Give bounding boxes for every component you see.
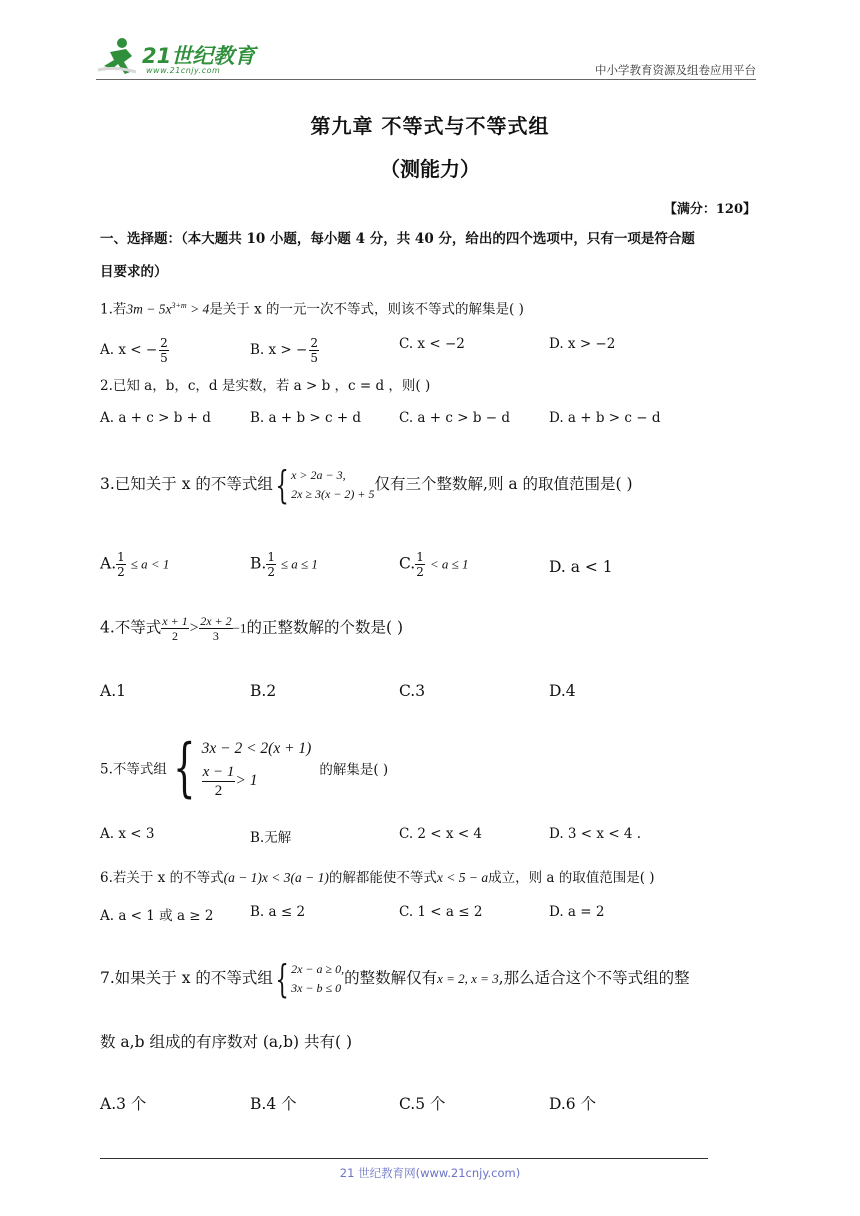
page-title: 第九章 不等式与不等式组 <box>310 114 550 138</box>
question-5-stem <box>100 730 389 805</box>
q3-system-line2: 2x ≥ 3(x − 2) + 5 <box>291 487 375 501</box>
q1-prefix: 1.若 <box>100 301 127 318</box>
frac-den: 2 <box>117 565 125 579</box>
q3-fraction-b <box>266 550 276 579</box>
q4-option-d: D.4 <box>549 682 576 700</box>
q1-fraction-b <box>309 336 319 365</box>
q4-option-c: C.3 <box>399 682 426 700</box>
question-5-options <box>100 826 740 848</box>
q1-sup: 3+m <box>171 301 187 310</box>
q5-line2-tail: > 1 <box>235 772 258 790</box>
q3-option-c-text: < a ≤ 1 <box>429 556 469 572</box>
question-2-options <box>100 410 720 432</box>
q3-option-b-text: ≤ a ≤ 1 <box>280 556 318 572</box>
question-2-stem: 2.已知 a，b，c，d 是实数，若 a > b ，c = d ，则( ) <box>100 378 431 394</box>
q5-brace: { <box>173 730 196 805</box>
q6-math2: x < 5 − a <box>436 870 489 885</box>
q1-option-a <box>100 336 169 365</box>
frac-den: 5 <box>310 351 318 365</box>
frac-den: 2 <box>416 565 424 579</box>
q7-option-a: A.3 个 <box>100 1095 147 1113</box>
q3-option-a <box>100 550 169 579</box>
footer-link[interactable]: 21 世纪教育网(www.21cnjy.com) <box>339 1166 521 1180</box>
q5-system-line1: 3x − 2 < 2(x + 1) <box>201 740 312 757</box>
q5-fraction <box>202 763 236 800</box>
q1-option-d: D. x > −2 <box>549 336 616 352</box>
question-7-stem <box>100 957 690 1001</box>
frac-num: x + 1 <box>162 614 188 628</box>
q2-option-b: B. a + b > c + d <box>250 410 362 426</box>
q5-option-c: C. 2 < x < 4 <box>399 826 483 842</box>
frac-den: 5 <box>160 351 168 365</box>
frac-den: 2 <box>267 565 275 579</box>
question-1-stem <box>100 296 756 320</box>
brand-logo <box>96 36 266 80</box>
q3-prefix: 3.已知关于 x 的不等式组 <box>100 475 273 493</box>
q5-suffix: 的解集是( ) <box>319 761 389 778</box>
question-6-stem <box>100 868 756 888</box>
q4-option-b: B.2 <box>250 682 277 700</box>
q7-option-d: D.6 个 <box>549 1095 597 1113</box>
footer-divider <box>100 1158 708 1159</box>
q6-option-b: B. a ≤ 2 <box>250 904 306 920</box>
q7-math: x = 2, x = 3 <box>437 971 499 986</box>
frac-den: 3 <box>212 629 219 643</box>
q2-option-c: C. a + c > b − d <box>399 410 511 426</box>
q7-system-line1: 2x − a ≥ 0, <box>291 962 345 976</box>
q3-fraction-a <box>116 550 126 579</box>
q5-prefix: 5.不等式组 <box>100 761 167 778</box>
frac-num: 2 <box>310 336 318 350</box>
q4-suffix: 的正整数解的个数是( ) <box>246 618 404 637</box>
q7-option-b: B.4 个 <box>250 1095 297 1113</box>
q4-option-a: A.1 <box>100 682 126 700</box>
q1-option-b <box>250 336 319 365</box>
q6-option-c: C. 1 < a ≤ 2 <box>399 904 483 920</box>
question-4-stem <box>100 614 403 643</box>
q4-gt: > <box>188 619 200 637</box>
question-6-options <box>100 904 720 926</box>
frac-num: x − 1 <box>202 764 235 780</box>
frac-num: 2 <box>160 336 168 350</box>
q1-option-c: C. x < −2 <box>399 336 465 352</box>
q1-math2: > 4 <box>186 301 210 317</box>
section-heading: 一、选择题：（本大题共 10 小题，每小题 4 分，共 40 分，给出的四个选项中，只有一项是符合题 <box>100 231 695 247</box>
q3-option-a-label: A. <box>100 554 117 573</box>
q5-option-d: D. 3 < x < 4 . <box>549 826 642 842</box>
q3-system-line1: x > 2a − 3, <box>291 468 346 482</box>
frac-num: 1 <box>117 550 125 564</box>
q7-option-c: C.5 个 <box>399 1095 446 1113</box>
q6-suffix: 成立，则 a 的取值范围是( ) <box>488 870 655 886</box>
q7-suffix: ,那么适合这个不等式组的整 <box>498 969 690 987</box>
q3-option-b-label: B. <box>250 554 267 573</box>
frac-num: 1 <box>416 550 424 564</box>
q5-system <box>202 735 312 800</box>
question-1-options <box>100 326 720 366</box>
q6-option-a: A. a < 1 或 a ≥ 2 <box>100 908 214 924</box>
q2-option-d: D. a + b > c − d <box>549 410 661 426</box>
q3-option-b <box>250 550 318 579</box>
q6-math: (a − 1)x < 3(a − 1) <box>223 870 329 885</box>
q7-mid: 的整数解仅有 <box>344 969 438 987</box>
q3-system <box>291 466 374 504</box>
header-divider <box>96 79 756 80</box>
q4-tail: −1 <box>232 620 247 636</box>
q3-option-d: D. a < 1 <box>549 558 613 576</box>
q7-prefix: 7.如果关于 x 的不等式组 <box>100 969 273 987</box>
frac-num: 2x + 2 <box>200 614 232 628</box>
q1-option-b-text: B. x > − <box>250 342 308 358</box>
q4-fraction-right <box>199 614 232 643</box>
page-subtitle: （测能力） <box>380 157 480 181</box>
frac-den: 2 <box>172 629 179 643</box>
q5-option-b: B.无解 <box>250 830 292 846</box>
q1-suffix: 是关于 x 的一元一次不等式，则该不等式的解集是( ) <box>209 301 524 318</box>
q3-option-a-text: ≤ a < 1 <box>130 556 170 572</box>
q4-prefix: 4.不等式 <box>100 618 162 637</box>
q1-math: 3m − 5x <box>126 301 172 317</box>
q2-option-a: A. a + c > b + d <box>100 410 211 426</box>
q1-fraction-a <box>159 336 169 365</box>
frac-den: 2 <box>214 783 223 799</box>
site-title: 中小学教育资源及组卷应用平台 <box>595 63 756 77</box>
question-3-stem <box>100 463 633 507</box>
question-3-options <box>100 550 720 586</box>
logo-url: www.21cnjy.com <box>146 66 221 75</box>
q6-prefix: 6.若关于 x 的不等式 <box>100 870 224 886</box>
section-heading-cont: 目要求的） <box>100 264 168 280</box>
question-4-options <box>100 682 720 704</box>
frac-num: 1 <box>267 550 275 564</box>
q4-fraction-left <box>161 614 188 643</box>
q7-brace: { <box>275 957 289 1001</box>
logo-text: 21世纪教育 <box>142 44 256 68</box>
q3-suffix: 仅有三个整数解,则 a 的取值范围是( ) <box>374 475 633 493</box>
q3-option-c-label: C. <box>399 554 416 573</box>
q1-option-a-text: A. x < − <box>100 342 158 358</box>
q7-system <box>291 960 344 998</box>
q7-system-line2: 3x − b ≤ 0 <box>291 981 342 995</box>
question-7-options <box>100 1092 720 1114</box>
q5-system-line2 <box>202 763 312 800</box>
q3-brace: { <box>275 463 289 507</box>
question-7-stem-line2: 数 a,b 组成的有序数对 (a,b) 共有( ) <box>100 1033 353 1051</box>
q6-mid: 的解都能使不等式 <box>328 870 437 886</box>
score-label: 【满分：120】 <box>663 202 756 217</box>
q3-option-c <box>399 550 468 579</box>
q3-fraction-c <box>415 550 425 579</box>
q5-option-a: A. x < 3 <box>100 826 155 842</box>
q6-option-d: D. a = 2 <box>549 904 605 920</box>
